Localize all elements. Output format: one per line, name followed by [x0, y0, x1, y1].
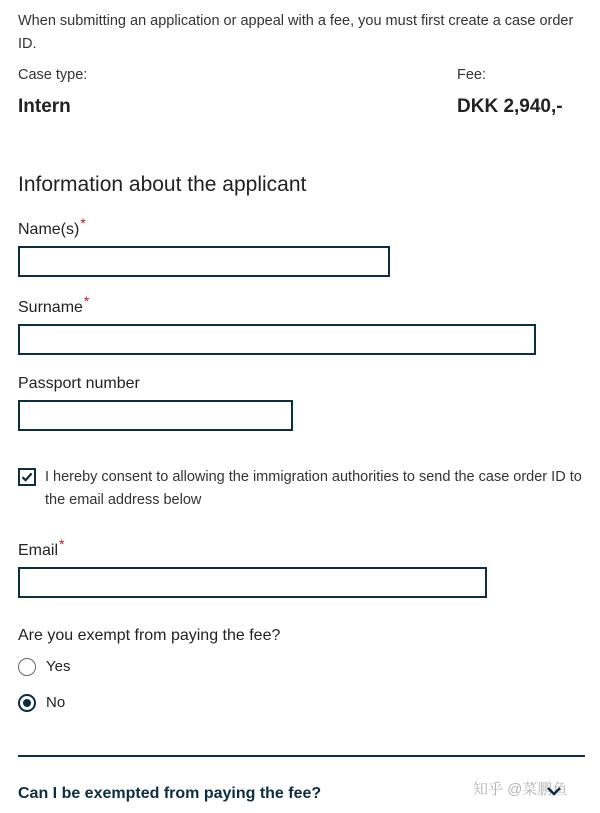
email-label — [18, 535, 65, 560]
surname-label — [18, 292, 90, 317]
radio-no-label: No — [46, 694, 66, 711]
passport-label — [18, 375, 140, 393]
surname-input[interactable] — [18, 324, 536, 355]
radio-yes-label: Yes — [46, 658, 71, 675]
faq-accordion-toggle[interactable]: Can I be exempted from paying the fee? — [18, 785, 322, 802]
required-marker: * — [59, 535, 65, 552]
fee-value: DKK 2,940,- — [457, 96, 563, 117]
surname-label-text: Surname — [18, 299, 83, 316]
required-marker: * — [83, 292, 90, 309]
passport-input[interactable] — [18, 400, 293, 431]
email-label-text: Email — [18, 542, 59, 559]
passport-label-text: Passport number — [18, 375, 140, 392]
fee-label: Fee: — [457, 67, 487, 83]
email-input[interactable] — [18, 567, 487, 598]
checkmark-icon — [20, 470, 34, 484]
names-label — [18, 214, 86, 239]
case-type-value: Intern — [18, 96, 71, 117]
names-input[interactable] — [18, 246, 390, 277]
case-type-label: Case type: — [18, 67, 88, 83]
divider — [18, 755, 585, 757]
section-title: Information about the applicant — [18, 173, 307, 196]
radio-yes[interactable] — [18, 658, 36, 676]
radio-no[interactable] — [18, 694, 36, 712]
chevron-down-icon[interactable] — [545, 784, 563, 798]
watermark: 知乎 @菜鹏鱼 — [473, 781, 568, 798]
names-label-text: Name(s) — [18, 221, 80, 238]
intro-text: When submitting an application or appeal with a fee, you must first create a case order ID. — [18, 13, 574, 52]
exempt-question: Are you exempt from paying the fee? — [18, 627, 281, 644]
consent-text: I hereby consent to allowing the immigration authorities to send the case order ID to the email address below — [45, 469, 582, 508]
required-marker: * — [80, 214, 86, 231]
consent-checkbox[interactable] — [18, 468, 36, 486]
